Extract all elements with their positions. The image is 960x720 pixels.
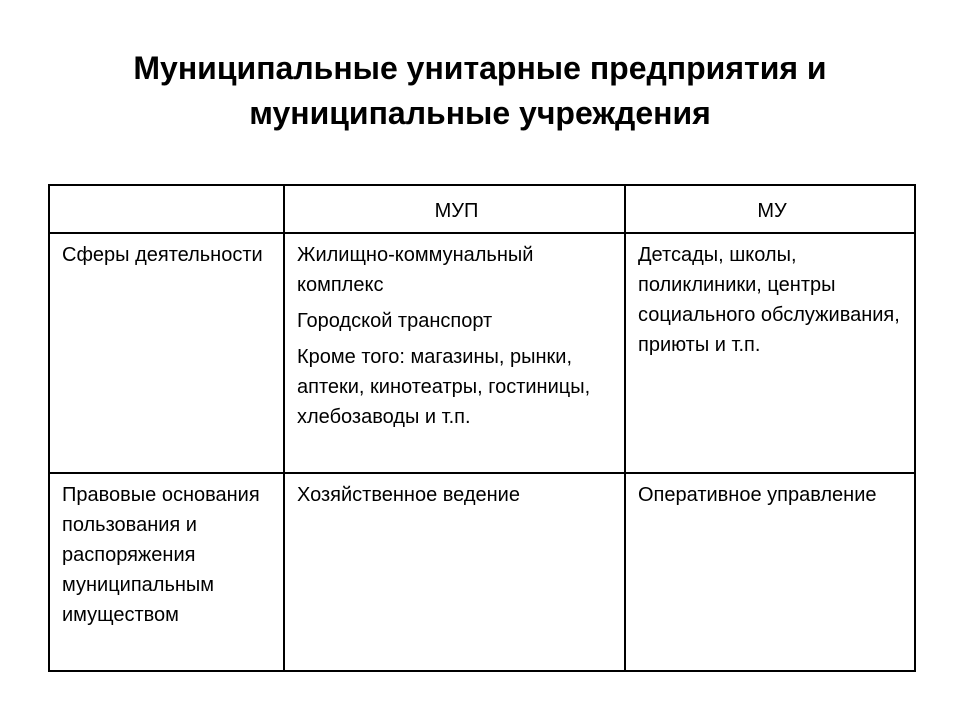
- mup-legal-basis-text: Хозяйственное ведение: [297, 484, 520, 506]
- row-label-spheres: Сферы деятельности: [49, 233, 284, 473]
- slide-title: [40, 46, 920, 136]
- header-mup: МУП: [284, 185, 625, 233]
- table-row-legal-basis: [49, 473, 915, 671]
- slide-title-line-1: Муниципальные унитарные предприятия и: [133, 50, 827, 86]
- header-empty-cell: [49, 185, 284, 233]
- mup-spheres-cell: [284, 233, 625, 473]
- mu-spheres-cell: Детсады, школы, поликлиники, центры социального обслуживания, приюты и т.п.: [625, 233, 915, 473]
- table-row-spheres: [49, 233, 915, 473]
- mup-sphere-item: Кроме того: магазины, рынки, аптеки, кинотеатры, гостиницы, хлебозаводы и т.п.: [297, 346, 591, 428]
- slide-title-line-2: муниципальные учреждения: [249, 95, 711, 131]
- header-mu: МУ: [625, 185, 915, 233]
- row-label-legal-basis: Правовые основания пользования и распоряжения муниципальным имуществом: [49, 473, 284, 671]
- mup-sphere-item: Жилищно-коммунальный комплекс: [297, 244, 534, 296]
- mu-legal-basis-cell: Оперативное управление: [625, 473, 915, 671]
- mup-legal-basis-cell: [284, 473, 625, 671]
- mup-sphere-item: Городской транспорт: [297, 310, 493, 332]
- table-header-row: [49, 185, 915, 233]
- comparison-table: [48, 184, 916, 672]
